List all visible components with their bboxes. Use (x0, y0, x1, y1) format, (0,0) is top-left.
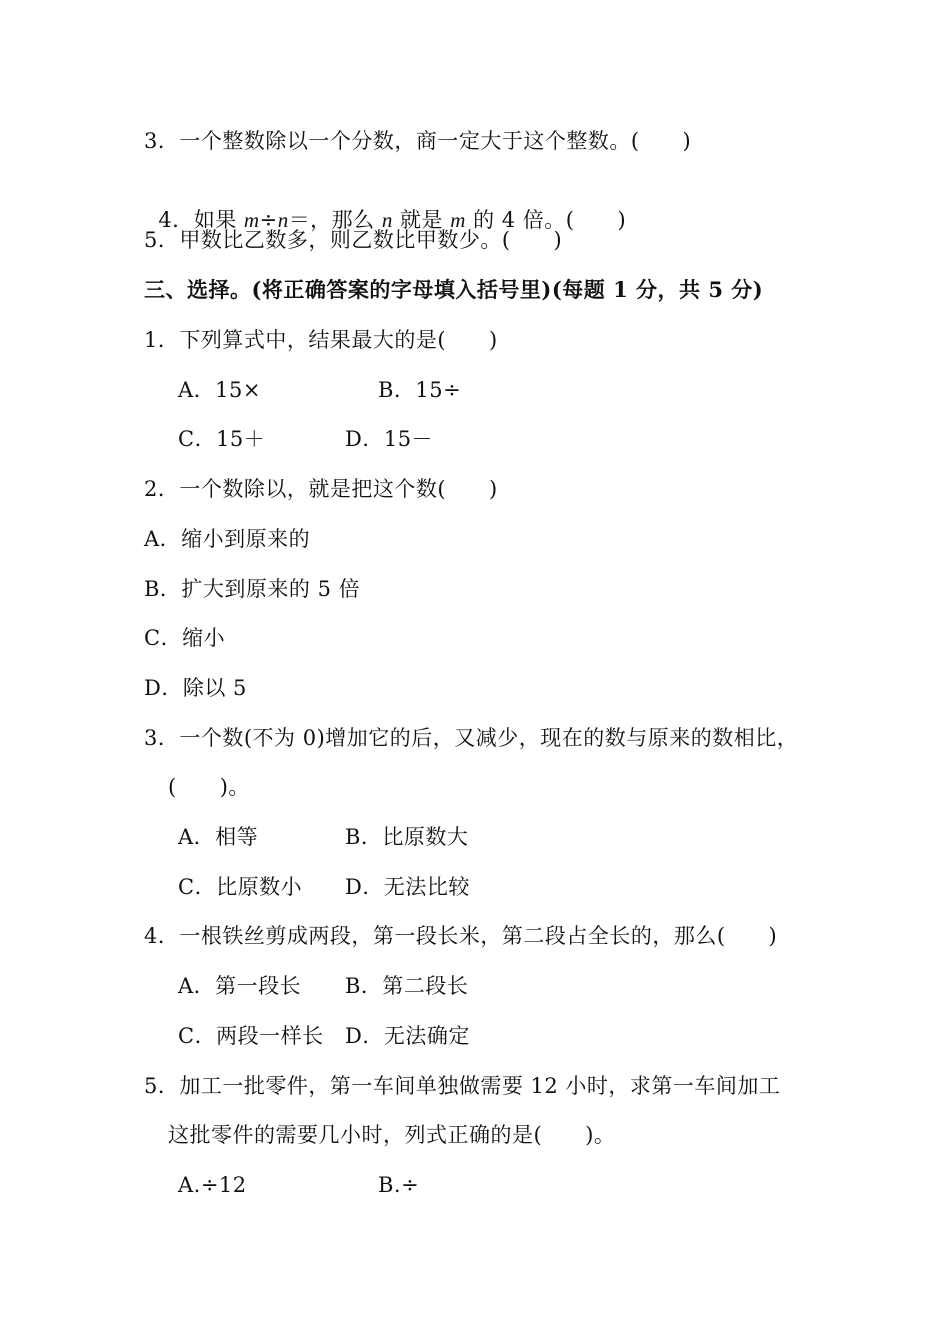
judge-question-5: 5．甲数比乙数多，则乙数比甲数少。( ) (144, 228, 563, 252)
choice-question-2-stem: 2．一个数除以，就是把这个数( ) (144, 477, 498, 501)
choice-question-3-stem: 3．一个数(不为 0)增加它的后，又减少，现在的数与原来的数相比， (144, 726, 799, 750)
choice-question-4-option-a: A．第一段长 (178, 974, 302, 998)
choice-question-4-stem: 4．一根铁丝剪成两段，第一段长米，第二段占全长的，那么( ) (144, 924, 778, 948)
choice-question-3-option-b: B．比原数大 (345, 825, 469, 849)
choice-question-2-option-c: C．缩小 (144, 626, 226, 650)
section-3-heading: 三、选择。(将正确答案的字母填入括号里)(每题 1 分，共 5 分) (144, 277, 764, 302)
judge-question-4-prefix: 4．如果 (158, 208, 244, 232)
choice-question-5-option-a: A.÷12 (178, 1173, 247, 1197)
choice-question-4-option-c: C．两段一样长 (178, 1024, 324, 1048)
choice-question-3-option-c: C．比原数小 (178, 875, 303, 899)
variable-n-second: n (381, 208, 393, 232)
choice-question-2-option-d: D．除以 5 (144, 676, 247, 700)
variable-n: n (277, 208, 289, 232)
division-sign: ÷ (259, 208, 278, 232)
choice-question-1-option-c: C．15＋ (178, 427, 266, 451)
choice-question-2-option-a: A．缩小到原来的 (144, 527, 311, 551)
choice-question-3-option-d: D．无法比较 (345, 875, 470, 899)
judge-question-4-suffix: 的 4 倍。( ) (465, 208, 627, 232)
choice-question-2-option-b: B．扩大到原来的 5 倍 (144, 577, 361, 601)
judge-question-3: 3．一个整数除以一个分数，商一定大于这个整数。( ) (144, 129, 692, 153)
choice-question-5-stem-cont: 这批零件的需要几小时，列式正确的是( )。 (168, 1123, 616, 1147)
variable-m: m (243, 208, 260, 232)
choice-question-1-stem: 1．下列算式中，结果最大的是( ) (144, 328, 498, 352)
choice-question-3-option-a: A．相等 (178, 825, 259, 849)
choice-question-1-option-a: A．15× (178, 378, 261, 402)
judge-question-4-mid2: 就是 (392, 208, 451, 232)
choice-question-1-option-b: B．15÷ (378, 378, 462, 402)
choice-question-5-stem: 5．加工一批零件，第一车间单独做需要 12 小时，求第一车间加工 (144, 1074, 781, 1098)
choice-question-3-stem-cont: ( )。 (168, 775, 250, 799)
judge-question-4-mid: ＝，那么 (288, 208, 382, 232)
variable-m-second: m (450, 208, 466, 232)
choice-question-4-option-b: B．第二段长 (345, 974, 469, 998)
choice-question-1-option-d: D．15－ (345, 427, 434, 451)
choice-question-5-option-b: B.÷ (378, 1173, 420, 1197)
choice-question-4-option-d: D．无法确定 (345, 1024, 470, 1048)
